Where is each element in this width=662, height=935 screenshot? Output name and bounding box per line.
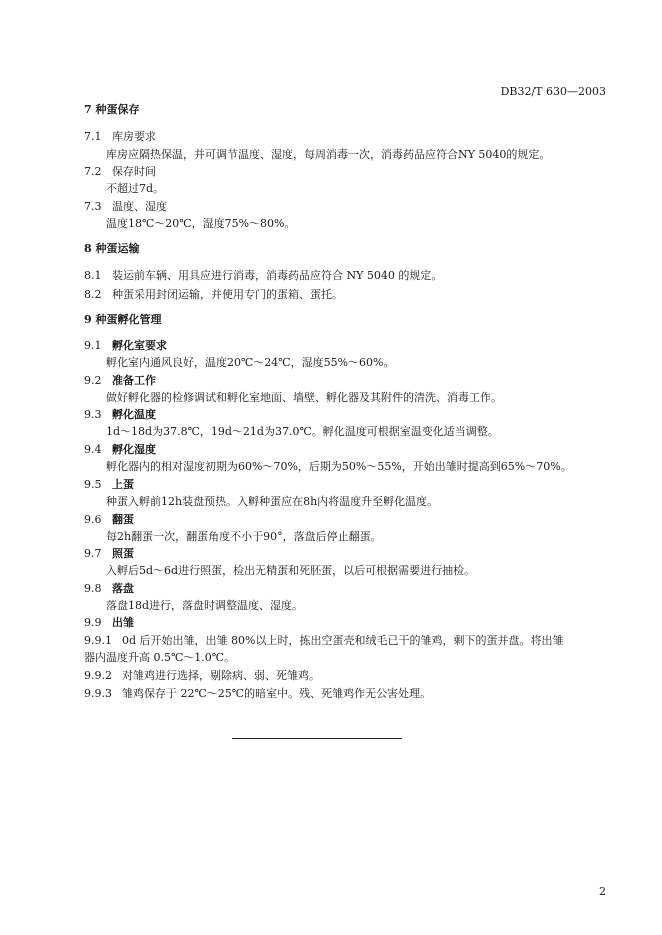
clause-7-1-number: 7.1 (84, 130, 102, 143)
clause-9-9-number: 9.9 (84, 616, 102, 629)
clause-7-3-body: 温度18℃～20℃，湿度75%～80%。 (106, 217, 296, 230)
clause-9-9-1-line1: 0d 后开始出雏，出雏 80%以上时，拣出空蛋壳和绒毛已干的雏鸡，剩下的蛋并盘。将出雏 (122, 634, 564, 647)
clause-9-6-title: 翻蛋 (112, 513, 134, 526)
clause-8-2-text: 种蛋采用封闭运输，并使用专门的蛋箱、蛋托。 (112, 288, 343, 301)
clause-9-7-number: 9.7 (84, 547, 102, 560)
clause-9-6-number: 9.6 (84, 513, 102, 526)
clause-7-1-title: 库房要求 (112, 130, 156, 143)
clause-9-6-body: 每2h翻蛋一次，翻蛋角度不小于90°，落盘后停止翻蛋。 (106, 530, 382, 543)
clause-7-2-number: 7.2 (84, 165, 102, 178)
clause-9-5-number: 9.5 (84, 478, 102, 491)
clause-8-1-text: 装运前车辆、用具应进行消毒，消毒药品应符合 NY 5040 的规定。 (112, 269, 443, 282)
clause-8-1-number: 8.1 (84, 269, 102, 282)
section-8-title: 8 种蛋运输 (84, 242, 140, 255)
clause-9-3-title: 孵化温度 (112, 408, 156, 421)
clause-9-8-number: 9.8 (84, 582, 102, 595)
clause-9-9-1-line2: 器内温度升高 0.5℃～1.0℃。 (84, 651, 236, 664)
clause-7-3-title: 温度、湿度 (112, 200, 167, 213)
clause-9-9-3-number: 9.9.3 (84, 687, 112, 700)
clause-9-8-title: 落盘 (112, 582, 134, 595)
clause-9-3-number: 9.3 (84, 408, 102, 421)
clause-9-2-number: 9.2 (84, 374, 102, 387)
page-number: 2 (599, 885, 606, 898)
clause-9-4-title: 孵化湿度 (112, 443, 156, 456)
clause-9-7-title: 照蛋 (112, 547, 134, 560)
clause-9-4-body: 孵化器内的相对湿度初期为60%～70%，后期为50%～55%，开始出雏时提高到65%～70%。 (106, 460, 572, 473)
section-9-title: 9 种蛋孵化管理 (84, 313, 162, 326)
clause-9-9-1-number: 9.9.1 (84, 634, 112, 647)
document-id: DB32/T 630—2003 (500, 85, 606, 98)
clause-9-1-title: 孵化室要求 (112, 339, 167, 352)
clause-9-5-body: 种蛋入孵前12h装盘预热。入孵种蛋应在8h内将温度升至孵化温度。 (106, 495, 439, 508)
clause-9-1-body: 孵化室内通风良好，温度20℃～24℃，湿度55%～60%。 (106, 356, 395, 369)
clause-9-9-3-line1: 雏鸡保存于 22℃～25℃的暗室中。残、死雏鸡作无公害处理。 (122, 687, 432, 700)
end-divider (232, 738, 402, 739)
clause-9-3-body: 1d～18d为37.8℃，19d～21d为37.0℃。孵化温度可根据室温变化适当调整。 (106, 425, 499, 438)
clause-9-2-title: 准备工作 (112, 374, 156, 387)
clause-9-4-number: 9.4 (84, 443, 102, 456)
clause-7-3-number: 7.3 (84, 200, 102, 213)
clause-9-9-title: 出雏 (112, 616, 134, 629)
clause-9-9-2-line1: 对雏鸡进行选择，剔除病、弱、死雏鸡。 (122, 669, 320, 682)
clause-8-2-number: 8.2 (84, 288, 102, 301)
clause-9-9-2-number: 9.9.2 (84, 669, 112, 682)
clause-9-5-title: 上蛋 (112, 478, 134, 491)
clause-9-8-body: 落盘18d进行，落盘时调整温度、湿度。 (106, 599, 304, 612)
section-7-title: 7 种蛋保存 (84, 103, 140, 116)
clause-9-2-body: 做好孵化器的检修调试和孵化室地面、墙壁、孵化器及其附件的清洗、消毒工作。 (106, 391, 502, 404)
clause-9-7-body: 入孵后5d～6d进行照蛋，检出无精蛋和死胚蛋，以后可根据需要进行抽检。 (106, 564, 476, 577)
clause-7-1-body: 库房应隔热保温，并可调节温度、湿度，每周消毒一次，消毒药品应符合NY 5040的规定。 (106, 148, 551, 161)
clause-7-2-body: 不超过7d。 (106, 182, 165, 195)
clause-7-2-title: 保存时间 (112, 165, 156, 178)
clause-9-1-number: 9.1 (84, 339, 102, 352)
